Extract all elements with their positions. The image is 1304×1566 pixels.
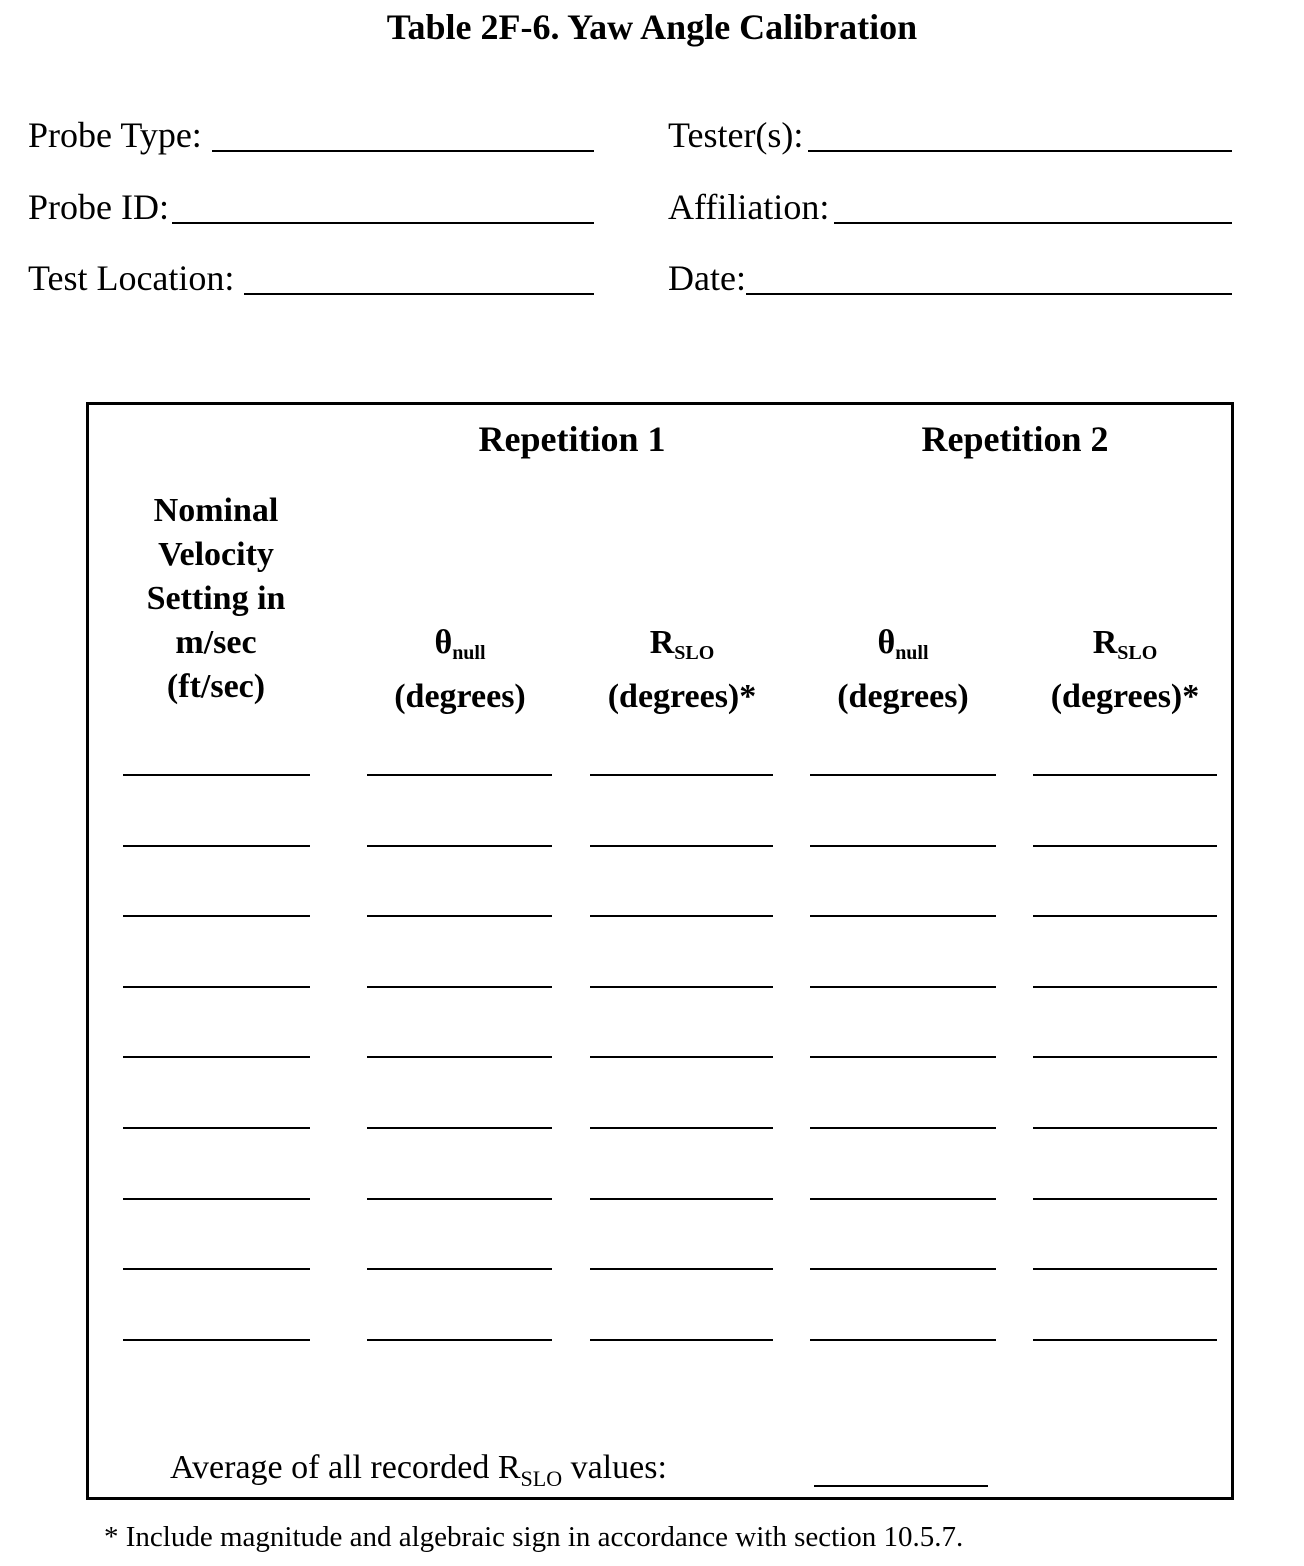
average-label-start: Average of all recorded R [170, 1449, 521, 1486]
velocity-header-line-4: m/sec [175, 624, 257, 661]
rep1-theta-null-entry-line[interactable] [367, 845, 552, 847]
average-label-end: values: [562, 1449, 667, 1486]
page-title: Table 2F-6. Yaw Angle Calibration [386, 7, 918, 47]
repetition-2-header: Repetition 2 [921, 419, 1109, 459]
velocity-entry-line[interactable] [123, 915, 310, 917]
rep1-theta-null-entry-line[interactable] [367, 1056, 552, 1058]
rep1-rslo-entry-line[interactable] [590, 1127, 773, 1129]
velocity-entry-line[interactable] [123, 1198, 310, 1200]
rep1-theta-null-entry-line[interactable] [367, 1268, 552, 1270]
r-subscript: SLO [674, 642, 715, 664]
average-rslo-field[interactable] [814, 1485, 988, 1487]
rep1-rslo-entry-line[interactable] [590, 1268, 773, 1270]
velocity-header-line-3: Setting in [146, 580, 286, 617]
theta-symbol: θ [877, 624, 896, 661]
rep1-rslo-entry-line[interactable] [590, 1198, 773, 1200]
velocity-column-header [96, 489, 336, 709]
testers-label: Tester(s): [668, 115, 804, 155]
velocity-header-line-2: Velocity [158, 536, 274, 573]
test-location-label: Test Location: [28, 258, 235, 298]
rep2-rslo-entry-line[interactable] [1033, 1268, 1217, 1270]
rep1-rslo-header [572, 621, 792, 719]
rep2-rslo-entry-line[interactable] [1033, 915, 1217, 917]
velocity-entry-line[interactable] [123, 1127, 310, 1129]
rep2-theta-null-entry-line[interactable] [810, 1268, 996, 1270]
probe-id-label: Probe ID: [28, 187, 169, 227]
velocity-entry-line[interactable] [123, 774, 310, 776]
rep1-theta-null-entry-line[interactable] [367, 915, 552, 917]
velocity-entry-line[interactable] [123, 1268, 310, 1270]
affiliation-label: Affiliation: [668, 187, 830, 227]
date-label: Date: [668, 258, 746, 298]
degrees-unit: (degrees) [837, 678, 969, 715]
probe-type-label: Probe Type: [28, 115, 202, 155]
rep2-theta-null-entry-line[interactable] [810, 915, 996, 917]
r-subscript: SLO [1117, 642, 1158, 664]
affiliation-field[interactable] [834, 222, 1232, 224]
velocity-header-line-5: (ft/sec) [166, 668, 266, 705]
rep1-theta-null-entry-line[interactable] [367, 1198, 552, 1200]
rep1-rslo-entry-line[interactable] [590, 1339, 773, 1341]
degrees-star-unit: (degrees)* [607, 678, 757, 715]
rep2-theta-null-entry-line[interactable] [810, 1056, 996, 1058]
velocity-header-line-1: Nominal [153, 492, 279, 529]
rep1-theta-null-entry-line[interactable] [367, 1127, 552, 1129]
rep2-rslo-header [1015, 621, 1235, 719]
average-label-subscript: SLO [520, 1466, 563, 1491]
rep2-rslo-entry-line[interactable] [1033, 774, 1217, 776]
velocity-entry-line[interactable] [123, 1339, 310, 1341]
footnote: * Include magnitude and algebraic sign in accordance with section 10.5.7. [104, 1521, 964, 1553]
rep2-rslo-entry-line[interactable] [1033, 1127, 1217, 1129]
rep2-rslo-entry-line[interactable] [1033, 1056, 1217, 1058]
rep2-theta-null-entry-line[interactable] [810, 845, 996, 847]
rep2-theta-null-entry-line[interactable] [810, 1198, 996, 1200]
average-label [170, 1449, 667, 1492]
velocity-entry-line[interactable] [123, 1056, 310, 1058]
theta-symbol: θ [434, 624, 453, 661]
probe-type-field[interactable] [212, 150, 594, 152]
rep1-rslo-entry-line[interactable] [590, 915, 773, 917]
velocity-entry-line[interactable] [123, 845, 310, 847]
degrees-unit: (degrees) [394, 678, 526, 715]
testers-field[interactable] [808, 150, 1232, 152]
r-symbol: R [649, 624, 675, 661]
theta-subscript: null [895, 642, 929, 664]
rep2-rslo-entry-line[interactable] [1033, 1198, 1217, 1200]
r-symbol: R [1092, 624, 1118, 661]
rep1-rslo-entry-line[interactable] [590, 845, 773, 847]
rep1-theta-null-header [360, 621, 560, 719]
degrees-star-unit: (degrees)* [1050, 678, 1200, 715]
rep1-theta-null-entry-line[interactable] [367, 986, 552, 988]
rep2-rslo-entry-line[interactable] [1033, 1339, 1217, 1341]
theta-subscript: null [452, 642, 486, 664]
date-field[interactable] [746, 293, 1232, 295]
repetition-1-header: Repetition 1 [478, 419, 666, 459]
rep2-rslo-entry-line[interactable] [1033, 845, 1217, 847]
rep1-theta-null-entry-line[interactable] [367, 774, 552, 776]
rep1-rslo-entry-line[interactable] [590, 986, 773, 988]
velocity-entry-line[interactable] [123, 986, 310, 988]
test-location-field[interactable] [244, 293, 594, 295]
rep2-theta-null-header [803, 621, 1003, 719]
rep1-rslo-entry-line[interactable] [590, 1056, 773, 1058]
rep2-theta-null-entry-line[interactable] [810, 1127, 996, 1129]
rep2-theta-null-entry-line[interactable] [810, 1339, 996, 1341]
rep2-rslo-entry-line[interactable] [1033, 986, 1217, 988]
probe-id-field[interactable] [172, 222, 594, 224]
rep2-theta-null-entry-line[interactable] [810, 986, 996, 988]
rep1-theta-null-entry-line[interactable] [367, 1339, 552, 1341]
rep1-rslo-entry-line[interactable] [590, 774, 773, 776]
rep2-theta-null-entry-line[interactable] [810, 774, 996, 776]
